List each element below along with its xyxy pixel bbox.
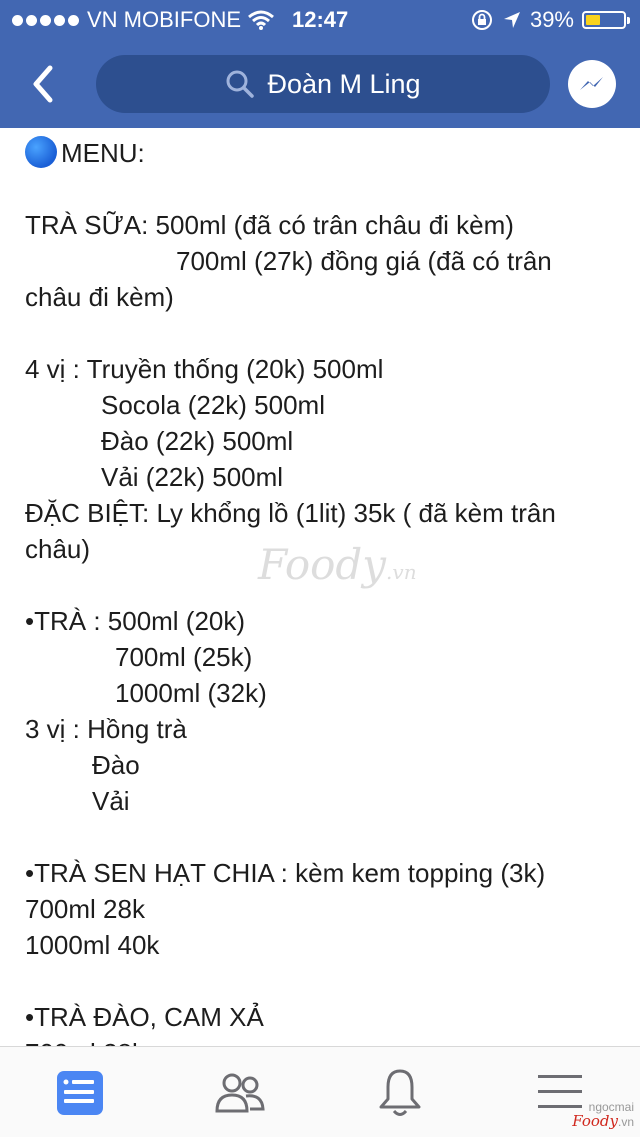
- search-bar[interactable]: [96, 55, 550, 113]
- post-line: Vải: [92, 786, 130, 816]
- notifications-icon[interactable]: [372, 1065, 428, 1121]
- post-line: Vải (22k) 500ml: [101, 462, 284, 492]
- rotation-lock-icon: [470, 8, 494, 32]
- location-icon: [502, 10, 522, 30]
- post-line: châu đi kèm): [25, 282, 174, 312]
- search-text: Đoàn M Ling: [267, 68, 421, 99]
- friends-icon[interactable]: [212, 1065, 268, 1121]
- navigation-bar: [0, 40, 640, 128]
- post-line: châu): [25, 534, 91, 564]
- post-line: Socola (22k) 500ml: [101, 390, 325, 420]
- post-line: 1000ml 40k: [25, 930, 160, 960]
- post-line: 700ml (25k): [115, 642, 253, 672]
- back-icon[interactable]: [26, 62, 62, 106]
- wifi-icon: [247, 10, 275, 30]
- carrier-label: VN MOBIFONE: [87, 7, 242, 32]
- corner-watermark: ngocmai Foody.vn: [572, 1100, 634, 1130]
- post-line: TRÀ SỮA: 500ml (đã có trân châu đi kèm): [25, 210, 514, 240]
- status-bar: [0, 0, 640, 40]
- search-icon: [225, 69, 255, 99]
- menu-heading: MENU:: [25, 136, 145, 169]
- post-line: 1000ml (32k): [115, 678, 267, 708]
- battery-percent: 39%: [529, 7, 574, 32]
- clock: 12:47: [292, 7, 349, 32]
- signal-dots-icon: [12, 15, 79, 26]
- post-line: •TRÀ SEN HẠT CHIA : kèm kem topping (3k): [25, 858, 546, 888]
- battery-icon: [582, 11, 626, 29]
- news-feed-icon[interactable]: [52, 1065, 108, 1121]
- blue-circle-icon: [25, 136, 57, 168]
- post-line: Đào (22k) 500ml: [101, 426, 294, 456]
- post-line: 700ml (27k) đồng giá (đã có trân: [176, 246, 552, 276]
- messenger-button[interactable]: [568, 60, 616, 108]
- bottom-tab-bar: [0, 1046, 640, 1137]
- post-line: Đào: [92, 750, 140, 780]
- post-line: 4 vị : Truyền thống (20k) 500ml: [25, 354, 384, 384]
- post-line: •TRÀ ĐÀO, CAM XẢ: [25, 1002, 264, 1032]
- app-header: [0, 0, 640, 128]
- messenger-icon: [568, 60, 616, 108]
- post-line: •TRÀ : 500ml (20k): [25, 606, 246, 636]
- post-line: ĐẶC BIỆT: Ly khổng lồ (1lit) 35k ( đã kèm trân: [25, 498, 556, 528]
- post-line: 3 vị : Hồng trà: [25, 714, 187, 744]
- post-line: 700ml 28k: [25, 894, 145, 924]
- foody-watermark: Foody.vn: [258, 540, 417, 589]
